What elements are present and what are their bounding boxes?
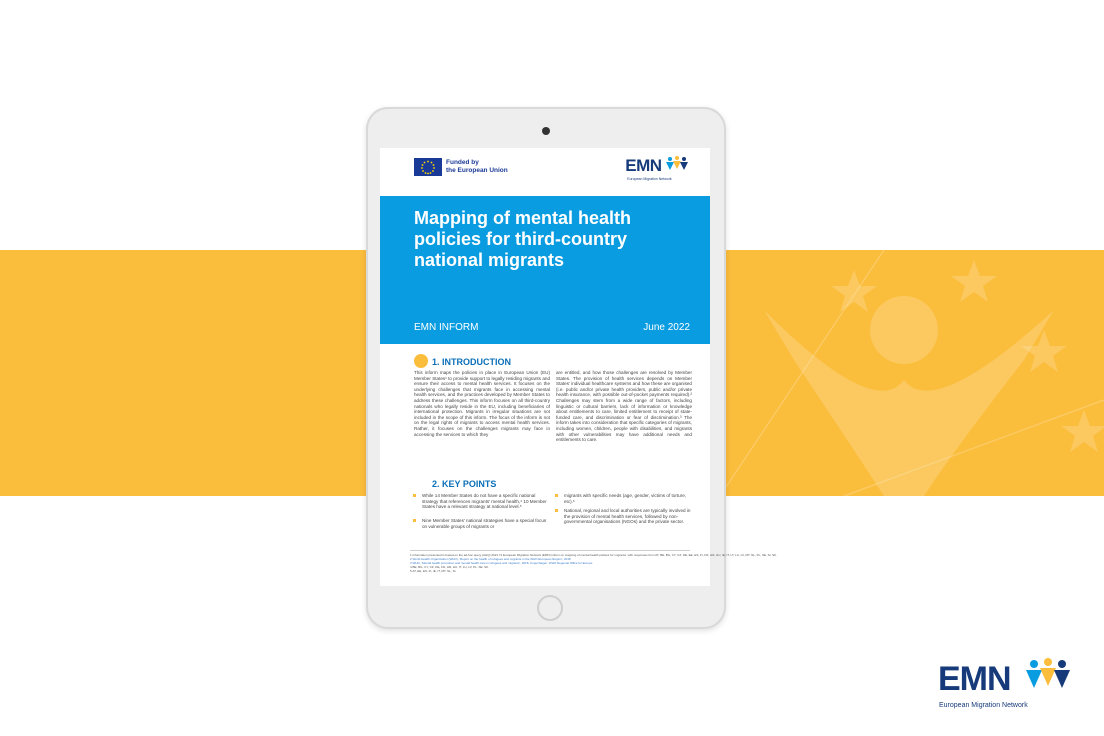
document-type: EMN INFORM	[414, 322, 479, 333]
funding-line-2: the European Union	[446, 167, 508, 174]
funding-statement	[446, 159, 508, 175]
footnote: 5 AT, EE, ES, FI, IE, IT, MT, NL, SI.	[410, 569, 457, 573]
document-title: Mapping of mental health policies for third-country national migrants	[414, 208, 632, 270]
document-date: June 2022	[643, 322, 690, 333]
funding-line-1: Funded by	[446, 159, 479, 166]
document-preview	[380, 148, 777, 586]
document-header	[380, 148, 710, 196]
section-key-points-heading: 2. KEY POINTS	[432, 479, 497, 489]
emn-logo-word: EMN	[625, 156, 662, 175]
title-banner	[380, 196, 710, 344]
emn-star-people-icon	[666, 156, 688, 172]
footnote: 3 WHO, 'Mental health promotion and mental health care in refugees and migrants', 2018, Copenhagen: WHO Regional Office for Europe	[410, 561, 593, 565]
key-point-2: Nine Member States' national strategies have a special focus on vulnerable groups of migrants or	[422, 518, 550, 529]
footnote: 1 Information presented is based on the ad-hoc query (AHQ) 2021.71 European Migration Network (EMN) inform on mapping of mental health policies for migrants, with responses from AT, BE, BG, CY, CZ, DE, EE, ES, FI, FR, HR, HU, IE, IT, LT, LU, LV, MT, NL, PL, SE, SI, SK.	[410, 553, 777, 557]
footnote: 2 World Health Organization (WHO), 'Report on the health of refugees and migrants in the WHO European Region', 2018	[410, 557, 571, 561]
emn-logo-subtitle: European Migration Network	[939, 702, 1028, 709]
emn-star-people-icon	[1026, 658, 1070, 692]
footnotes	[410, 550, 777, 573]
key-point-4: National, regional and local authorities are typically involved in the provision of mental health services, followed by non-governmental organisations (NGOs) and the private sector.	[564, 508, 691, 525]
decorative-star-figure-icon	[724, 250, 1104, 496]
lightbulb-icon	[414, 354, 428, 368]
emn-logo-small	[625, 156, 688, 181]
section-introduction-heading: 1. INTRODUCTION	[432, 357, 512, 367]
emn-logo-word: EMN	[938, 660, 1011, 698]
emn-logo	[938, 660, 1078, 714]
intro-column-2: are entitled, and how those challenges are resolved by Member States. The provision of health services depends on Member States' individual healthcare systems and how these are organised (i.e. public and/or private health providers, public and/or private health insurance, with possible out-of-pocket payments required).² Challenges may stem from a wide range of factors, including linguistic or cultural barriers, lack of information or knowledge about entitlements to care, limited entitlement to receipt of state-funded care, and discrimination or fear of discrimination.³ The inform takes into consideration that specific categories of migrants, including women, children, people with disabilities, and migrants with other vulnerabilities may have additional needs and entitlements to care.	[556, 370, 692, 443]
key-point-1: While 14 Member States do not have a specific national strategy that references migrants' mental health,⁴ 10 Member States have a relevant strategy at national level.⁵	[422, 493, 550, 510]
eu-flag-icon	[414, 158, 442, 176]
camera-icon	[542, 127, 550, 135]
key-point-3: migrants with specific needs (age, gender, victims of torture, etc).⁶	[564, 493, 692, 504]
home-button	[537, 595, 563, 621]
intro-column-1: This inform maps the policies in place in European Union (EU) Member States¹ to provide support to legally residing migrants and ensure their access to mental health services. It focuses on the underlying challenges that migrants face in accessing mental health services, and the practices developed by Member States to address these challenges. This inform focuses on all third-country nationals who legally reside in the EU, including beneficiaries of international protection. Migrants in irregular situations are not included in the scope of this inform. The focus of the inform is not on the legal rights of migrants to access mental health services. Rather, it focuses on the challenges migrants may face in accessing the services to which they	[414, 370, 550, 437]
tablet-device	[366, 107, 777, 629]
emn-logo-subtitle: European Migration Network	[627, 177, 672, 181]
footnote: 4 BE, BG, CY, CZ, DE, FR, HR, HU, IT, LU, LV, PL, SE, SK.	[410, 565, 489, 569]
